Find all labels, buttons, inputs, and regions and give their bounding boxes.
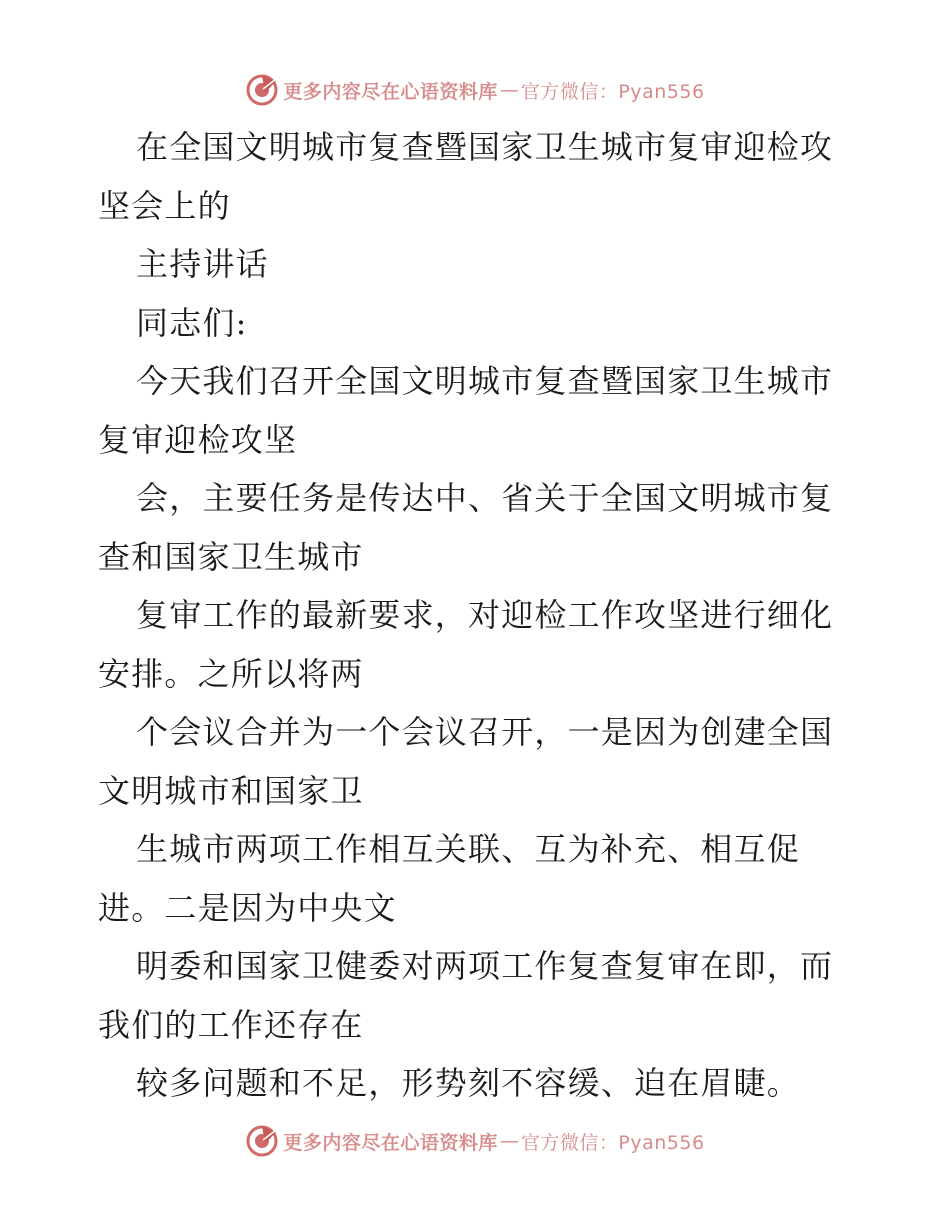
text-line: 文明城市和国家卫 — [98, 771, 364, 810]
text-line: 在全国文明城市复查暨国家卫生城市复审迎检攻 — [136, 128, 834, 166]
text-line: 较多问题和不足，形势刻不容缓、迫在眉睫。 — [136, 1064, 801, 1102]
watermark-contact: 官方微信：Pyan556 — [520, 1131, 705, 1154]
text-line: 我们的工作还存在 — [98, 1005, 364, 1044]
pen-logo-icon — [245, 1124, 279, 1158]
text-line: 同志们: — [136, 303, 248, 342]
text-line: 主持讲话 — [136, 245, 269, 283]
watermark-text: 更多内容尽在心语资料库 — [283, 1131, 498, 1154]
watermark-contact: 官方微信：Pyan556 — [520, 80, 705, 103]
text-line: 生城市两项工作相互关联、互为补充、相互促 — [136, 830, 801, 868]
footer-watermark — [0, 1121, 950, 1161]
text-line: 复审迎检攻坚 — [98, 420, 298, 459]
text-line: 复审工作的最新要求，对迎检工作攻坚进行细化 — [136, 596, 834, 634]
watermark-text: 更多内容尽在心语资料库 — [283, 80, 498, 103]
text-line: 进。二是因为中央文 — [98, 888, 397, 927]
text-line: 今天我们召开全国文明城市复查暨国家卫生城市 — [136, 362, 834, 400]
document-body — [98, 118, 858, 1113]
text-line: 坚会上的 — [98, 186, 231, 225]
pen-logo-icon — [245, 73, 279, 107]
text-line: 会，主要任务是传达中、省关于全国文明城市复 — [136, 479, 834, 517]
text-line: 明委和国家卫健委对两项工作复查复审在即，而 — [136, 947, 834, 985]
header-watermark — [0, 70, 950, 110]
text-line: 个会议合并为一个会议召开，一是因为创建全国 — [136, 713, 834, 751]
watermark-dash: — — [499, 79, 519, 101]
text-line: 安排。之所以将两 — [98, 654, 364, 693]
text-line: 查和国家卫生城市 — [98, 537, 364, 576]
watermark-dash: — — [499, 1130, 519, 1152]
